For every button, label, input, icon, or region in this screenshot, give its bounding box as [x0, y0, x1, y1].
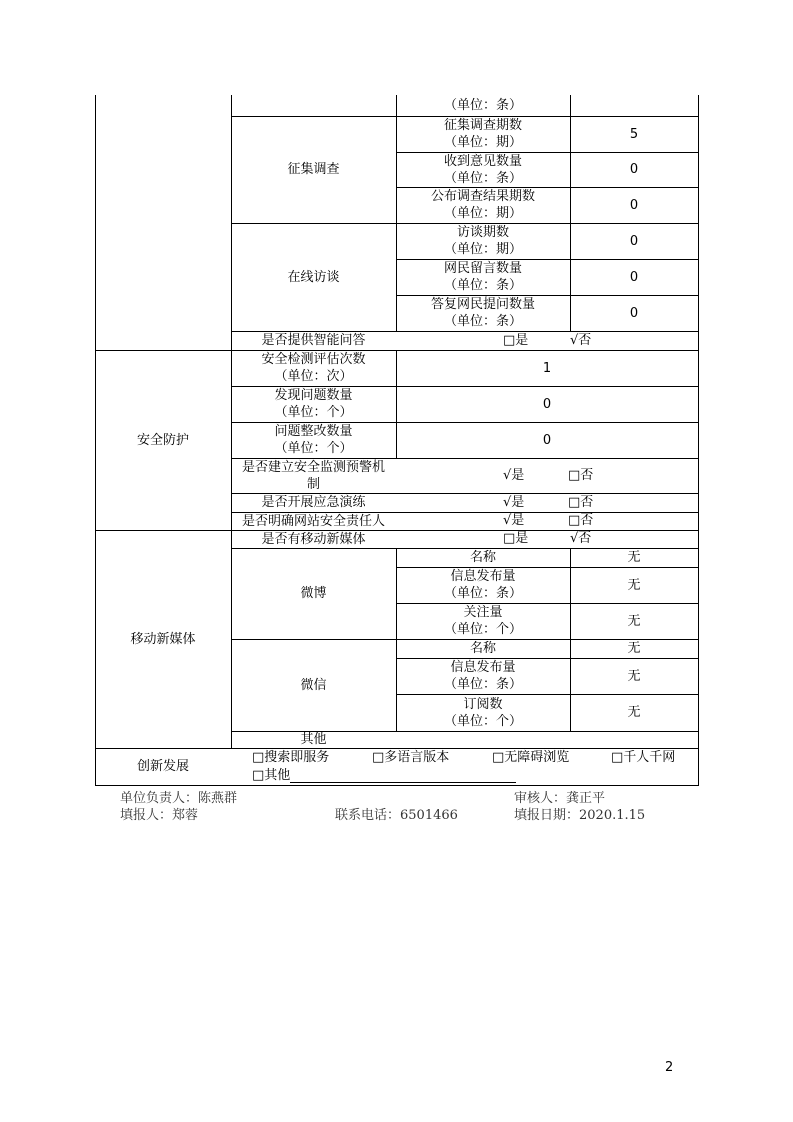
has-media-label: 是否有移动新媒体	[261, 531, 366, 547]
row-value: 0	[629, 162, 639, 177]
row-name: 发现问题数量	[274, 388, 353, 403]
security-row-name	[231, 350, 396, 386]
smart-qa-yes: □是	[503, 333, 529, 348]
security-label: 安全防护	[136, 432, 189, 448]
mobile-other-cell	[231, 731, 396, 748]
mobile-label-cell	[95, 530, 231, 748]
row-unit: （单位：个）	[274, 405, 353, 420]
consult-row-name	[396, 187, 570, 223]
interview-row-name	[396, 223, 570, 259]
security-check-name	[231, 458, 396, 493]
weixin-row-value	[570, 639, 698, 658]
check-no: □否	[568, 513, 594, 528]
row-name: 征集调查期数	[443, 118, 522, 133]
interview-row-value	[570, 295, 698, 331]
weixin-row-value	[570, 694, 698, 731]
weixin-row-value	[570, 658, 698, 694]
innovation-option-multilang: □多语言版本	[372, 750, 450, 765]
row-name: 问题整改数量	[274, 424, 353, 439]
row-unit: （单位：期）	[443, 242, 522, 257]
weibo-label: 微博	[300, 586, 327, 601]
consult-label: 征集调查	[287, 162, 340, 177]
weixin-row-name	[396, 658, 570, 694]
security-row-name	[231, 386, 396, 422]
smart-qa-no: √否	[570, 333, 592, 348]
has-media-no: √否	[570, 531, 592, 546]
row-unit: （单位：条）	[443, 677, 522, 692]
footer-phone: 联系电话：6501466	[335, 808, 458, 823]
security-check-name	[231, 512, 396, 530]
check-yes: √是	[503, 513, 525, 528]
innovation-option-accessible: □无障碍浏览	[492, 750, 570, 765]
row-value: 无	[627, 550, 641, 565]
row-name: 名称	[469, 550, 496, 565]
footer-responsible: 单位负责人：陈燕群	[120, 791, 238, 806]
interview-row-name	[396, 295, 570, 331]
consult-row-value	[570, 116, 698, 152]
row-value: 0	[629, 269, 639, 285]
consult-row-name	[396, 116, 570, 152]
consult-label-cell	[231, 116, 396, 223]
weibo-row-value	[570, 603, 698, 639]
footer-filler: 填报人：郑蓉	[120, 808, 199, 823]
footer-reviewer: 审核人：龚正平	[514, 791, 606, 806]
row-unit: （单位：次）	[274, 369, 353, 384]
weixin-row-name	[396, 694, 570, 731]
row-name: 订阅数	[463, 696, 503, 712]
security-row-value	[396, 350, 698, 386]
weixin-label-cell	[231, 639, 396, 731]
check-yes: √是	[503, 495, 525, 510]
check-no: □否	[568, 495, 594, 510]
check-yes: √是	[503, 468, 525, 483]
row-name: 公布调查结果期数	[430, 189, 535, 204]
innovation-label: 创新发展	[136, 759, 189, 774]
weibo-row-name	[396, 603, 570, 639]
has-media-yes: □是	[503, 531, 529, 546]
weibo-row-name	[396, 548, 570, 567]
row-unit: （单位：条）	[443, 314, 522, 329]
innovation-other: □其他	[252, 768, 291, 783]
weixin-row-name	[396, 639, 570, 658]
security-label-cell	[95, 350, 231, 530]
consult-row-name	[396, 152, 570, 187]
check-name-line1: 是否建立安全监测预警机	[241, 459, 385, 475]
security-row-value	[396, 422, 698, 458]
check-name-line2: 制	[306, 476, 320, 492]
check-no: □否	[568, 468, 594, 483]
row-unit: （单位：个）	[443, 713, 522, 729]
weibo-row-value	[570, 548, 698, 567]
security-row-name	[231, 422, 396, 458]
smart-qa-label: 是否提供智能问答	[261, 333, 366, 348]
innovation-option-search: □搜索即服务	[252, 750, 330, 765]
interview-label-cell	[231, 223, 396, 331]
table-border-bottom	[95, 785, 699, 786]
mobile-label: 移动新媒体	[130, 631, 196, 647]
mobile-has-media-name	[231, 530, 396, 548]
row-name: 名称	[469, 641, 496, 656]
smart-qa-label-cell	[231, 331, 396, 350]
row-value: 1	[542, 360, 552, 376]
row-unit: （单位：期）	[443, 135, 522, 150]
row-name: 关注量	[463, 605, 503, 620]
security-check-name	[231, 493, 396, 512]
row-value: 0	[629, 305, 639, 321]
interview-label: 在线访谈	[287, 269, 340, 285]
row-unit: （单位：个）	[274, 441, 353, 456]
weibo-row-value	[570, 567, 698, 603]
row-value: 无	[627, 613, 641, 629]
row-unit: （单位：个）	[443, 622, 522, 637]
weibo-row-name	[396, 567, 570, 603]
table-border-right	[698, 95, 699, 785]
row-unit: （单位：条）	[443, 170, 522, 186]
row-unit: （单位：期）	[443, 206, 522, 221]
row-name: 信息发布量	[450, 569, 516, 584]
weibo-label-cell	[231, 548, 396, 639]
row-unit: （单位：条）	[443, 278, 522, 293]
innovation-option-personalized: □千人千网	[611, 750, 676, 765]
row-name: 安全检测评估次数	[261, 352, 366, 367]
row-value: 0	[542, 432, 552, 448]
check-name: 是否明确网站安全责任人	[241, 513, 385, 529]
row-name: 答复网民提问数量	[430, 297, 535, 312]
footer-date: 填报日期：2020.1.15	[514, 808, 646, 823]
innovation-other-blank	[290, 782, 516, 783]
row-value: 无	[627, 668, 641, 684]
row-name: 网民留言数量	[443, 261, 522, 276]
mobile-other-label: 其他	[300, 732, 327, 747]
weixin-label: 微信	[300, 677, 327, 693]
innovation-label-cell	[95, 748, 231, 785]
interview-row-name	[396, 259, 570, 295]
interview-row-value	[570, 223, 698, 259]
consult-row-value	[570, 152, 698, 187]
row-value: 0	[629, 233, 639, 249]
row-name: 访谈期数	[456, 225, 509, 240]
page-number: 2	[665, 1060, 674, 1075]
security-row-value	[396, 386, 698, 422]
row-name: 收到意见数量	[443, 153, 522, 169]
row-value: 0	[542, 396, 552, 412]
row-value: 5	[629, 126, 639, 142]
row-value: 无	[627, 705, 641, 720]
row-name: 信息发布量	[450, 660, 516, 675]
top-partial-cell	[396, 95, 570, 116]
row-value: 0	[629, 197, 639, 213]
row-unit: （单位：条）	[443, 586, 522, 601]
interview-row-value	[570, 259, 698, 295]
row-value: 无	[627, 641, 641, 656]
check-name: 是否开展应急演练	[261, 495, 366, 510]
row-value: 无	[627, 577, 641, 593]
consult-row-value	[570, 187, 698, 223]
unit-text: （单位：条）	[443, 98, 522, 113]
